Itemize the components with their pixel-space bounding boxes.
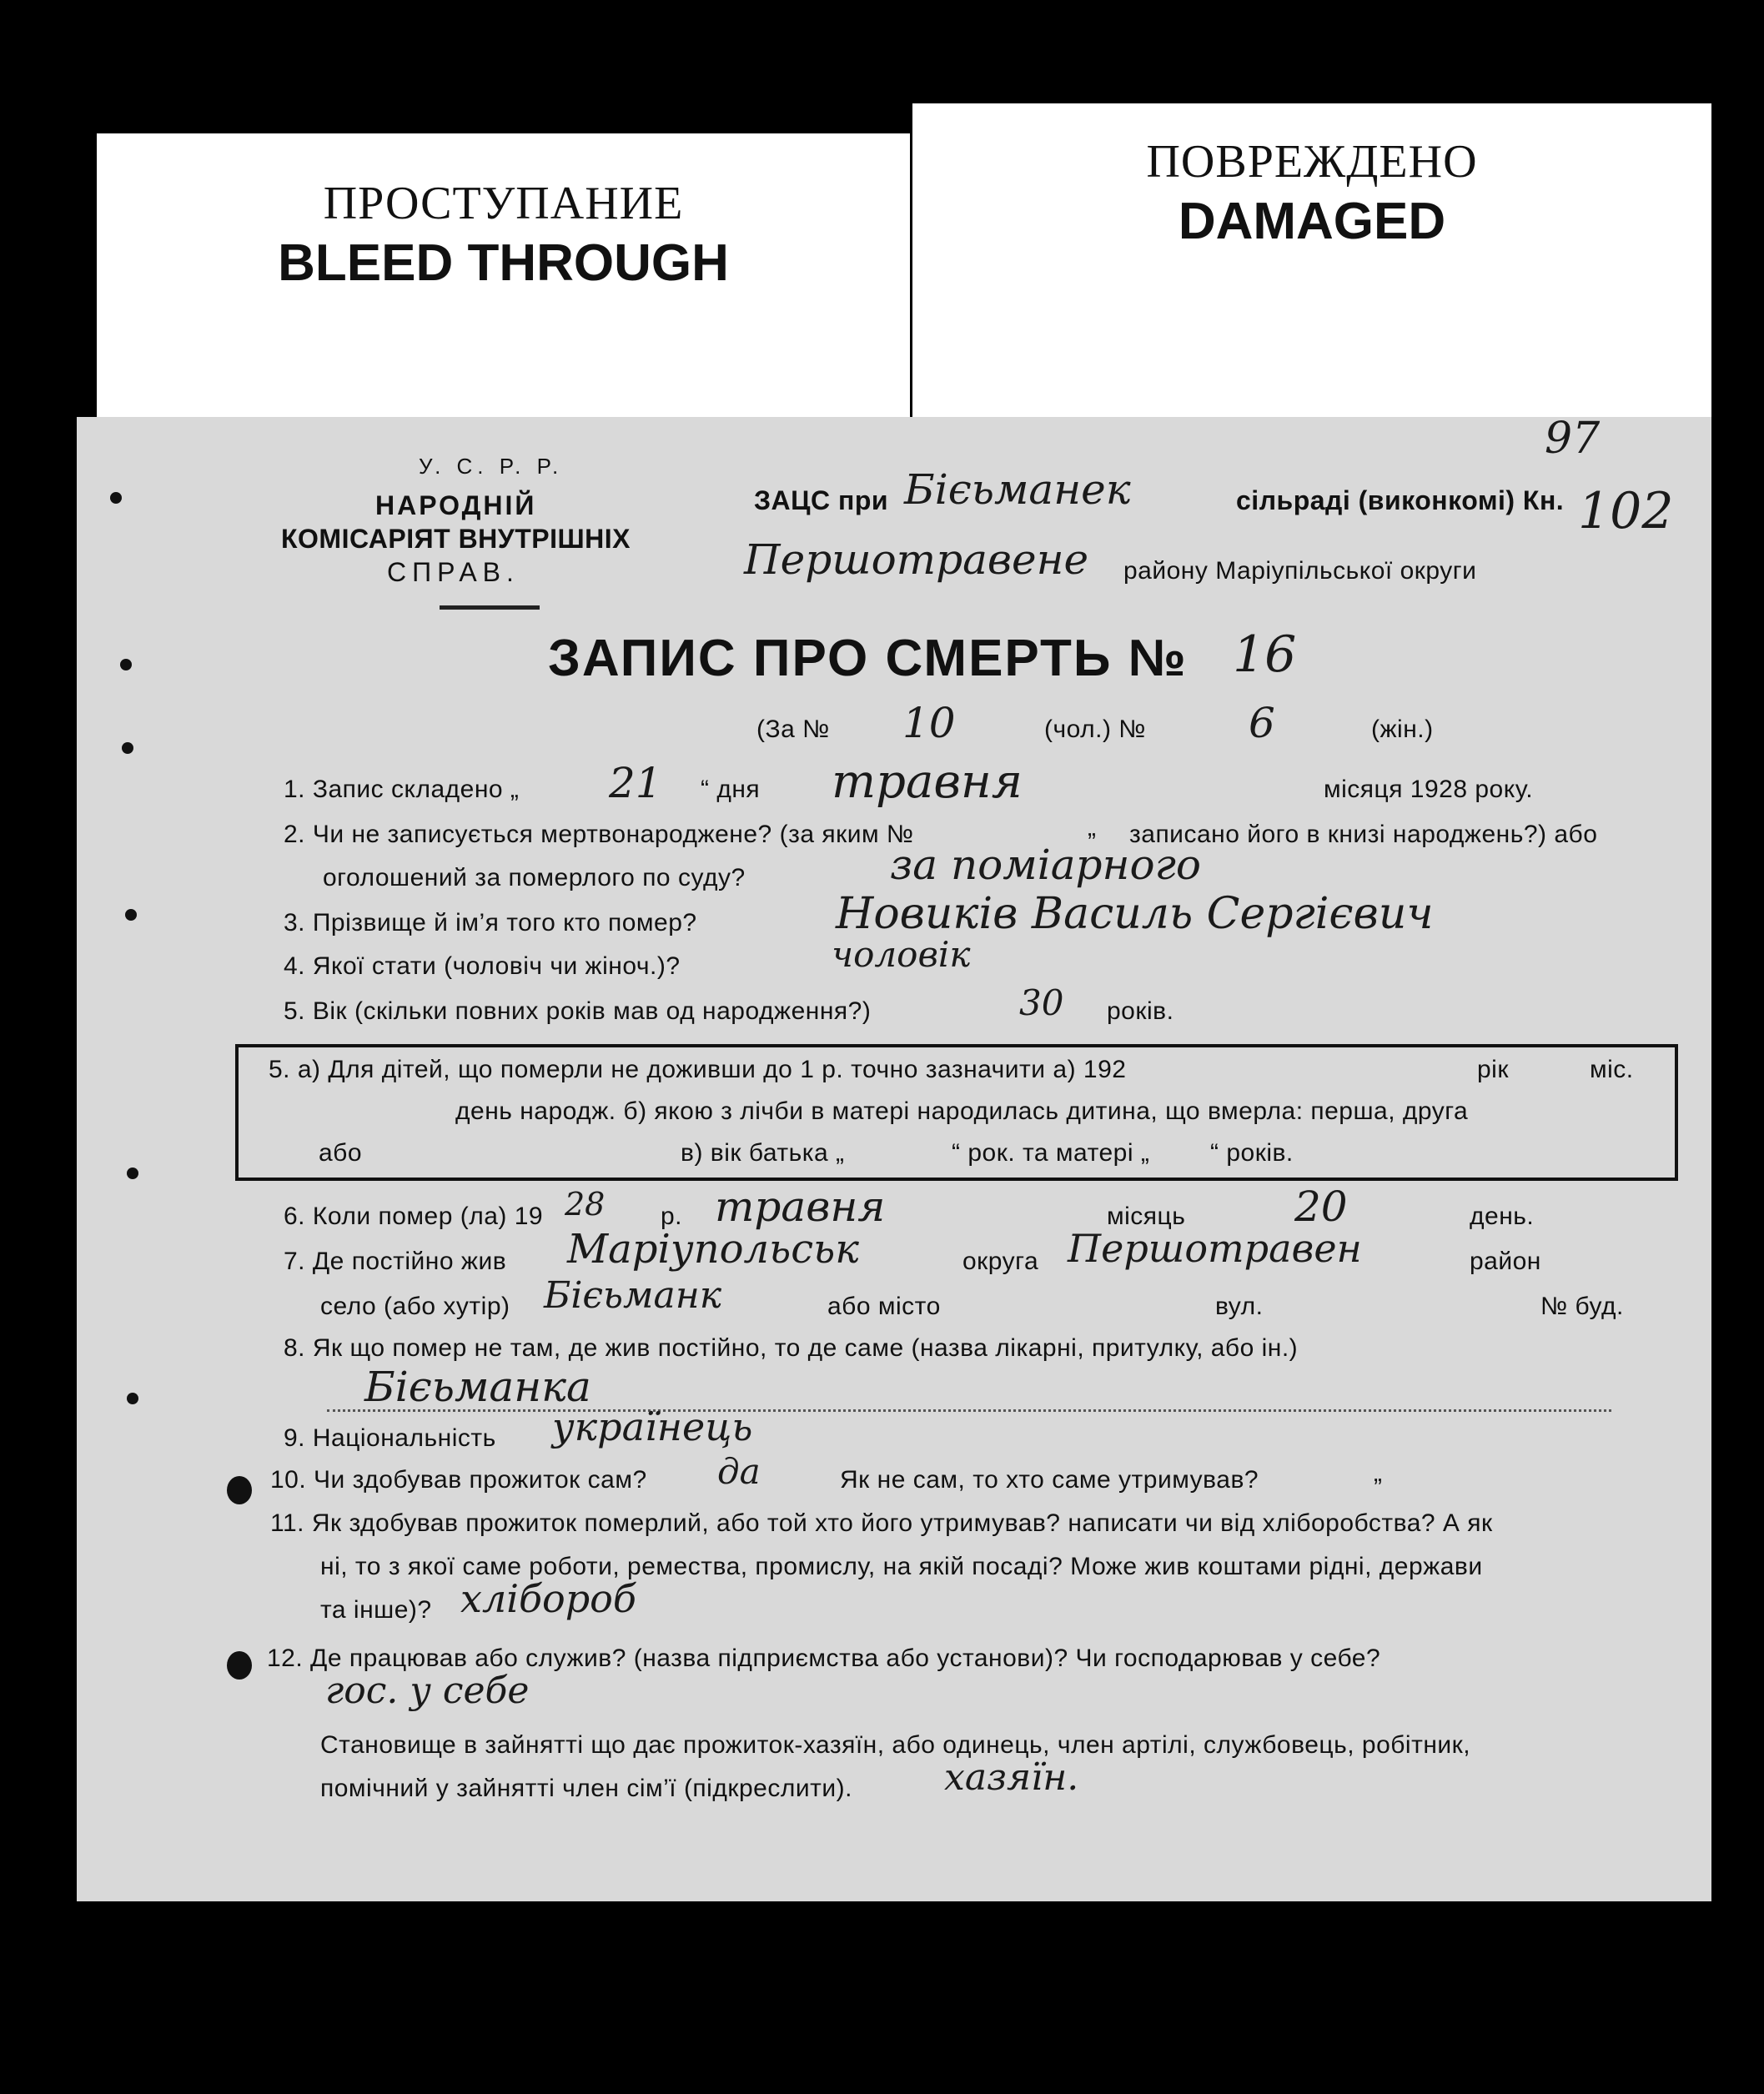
punch-hole [127, 1393, 138, 1404]
field5a-line1: 5. а) Для дітей, що померли не доживши до 1 р. точно зазначити а) 192 [269, 1056, 1127, 1083]
field11-line3: та інше)? [320, 1596, 432, 1624]
field6-r: р. [661, 1203, 683, 1230]
field10-label: 10. Чи здобував прожиток сам? [270, 1466, 647, 1494]
zags-prefix: ЗАЦС при [754, 485, 889, 515]
field6-day: 20 [1294, 1183, 1348, 1231]
punch-hole [122, 742, 133, 754]
field1-day: 21 [609, 759, 662, 807]
book-number: 102 [1578, 482, 1674, 540]
field6-year: 28 [565, 1186, 606, 1223]
field11-line2: ні, то з якої саме роботи, ремества, промислу, на якій посаді? Може жив коштами рідні, держави [320, 1553, 1483, 1580]
zags-village-value: Бієьманек [904, 465, 1131, 514]
damaged-ru: ПОВРЕЖДЕНО [1146, 136, 1478, 188]
field7-vul: вул. [1215, 1293, 1264, 1320]
field2-line2: оголошений за померлого по суду? [323, 864, 746, 891]
child-age-box [235, 1044, 1678, 1181]
field10-value2: „ [1374, 1459, 1383, 1487]
death-record-form [77, 414, 1711, 1901]
field5-end: років. [1107, 997, 1174, 1025]
field7-bud: № буд. [1540, 1293, 1624, 1320]
punch-hole [227, 1651, 252, 1680]
field5-label: 5. Вік (скільки повних років мав од народження?) [284, 997, 872, 1025]
field7-line2: село (або хутір) [320, 1293, 510, 1320]
field12-line2: Становище в зайнятті що дає прожиток-хазяїн, або одинець, член артілі, службовець, робітник, [320, 1731, 1471, 1759]
state-name: У. С. Р. Р. [419, 454, 564, 479]
female-label: (жін.) [1371, 716, 1434, 743]
field7-label: 7. Де постійно жив [284, 1248, 507, 1275]
field3-label: 3. Прізвище й ім’я того кто помер? [284, 909, 697, 937]
district-suffix: району Маріупільської округи [1123, 557, 1477, 585]
field7-rayon: район [1470, 1248, 1541, 1275]
field6-mis: місяць [1107, 1203, 1186, 1230]
male-count: 10 [902, 699, 956, 747]
field4-label: 4. Якої стати (чоловіч чи жіноч.)? [284, 952, 681, 980]
field1-label: 1. Запис складено „ [284, 776, 520, 803]
field11-value: хлібороб [460, 1576, 636, 1621]
field6-label: 6. Коли помер (ла) 19 [284, 1203, 544, 1230]
field6-month: травня [715, 1183, 886, 1231]
punch-hole [127, 1168, 138, 1179]
punch-hole [120, 659, 132, 670]
field2-value: за поміарного [890, 841, 1201, 889]
field5a-rik: рік [1477, 1056, 1509, 1083]
field1-end: місяця 1928 року. [1324, 776, 1534, 803]
field7-rayon-value: Першотравен [1068, 1226, 1362, 1271]
punch-hole [227, 1476, 252, 1504]
field4-value: чоловік [832, 934, 971, 975]
bleed-through-card [97, 133, 910, 434]
field3-value: Новиків Василь Сергієвич [836, 889, 1434, 939]
record-title: ЗАПИС ПРО СМЕРТЬ № [548, 630, 1188, 687]
field10-mid: Як не сам, то хто саме утримував? [840, 1466, 1259, 1494]
field5a-mis: міс. [1590, 1056, 1634, 1083]
punch-hole [125, 909, 137, 921]
female-count: 6 [1249, 699, 1275, 747]
punch-hole [110, 492, 122, 504]
male-label: (чол.) № [1044, 716, 1146, 743]
field7-okruha: округа [962, 1248, 1039, 1275]
field6-den: день. [1470, 1203, 1535, 1230]
field8-label: 8. Як що помер не там, де жив постійно, то де саме (назва лікарні, притулку, або ін.) [284, 1334, 1299, 1362]
field9-label: 9. Національність [284, 1424, 496, 1452]
bleed-through-ru: ПРОСТУПАНИЕ [323, 178, 684, 229]
field5a-line3d: “ років. [1210, 1139, 1294, 1167]
field12-line3: помічний у зайнятті член сім’ї (підкреслити). [320, 1775, 852, 1802]
zags-suffix: сільраді (виконкомі) Кн. [1236, 485, 1565, 515]
corner-note: 97 [1545, 414, 1601, 464]
count-prefix: (За № [756, 716, 830, 743]
field5a-line3a: або [319, 1139, 363, 1167]
district-value: Першотравене [744, 535, 1089, 584]
damaged-en: DAMAGED [1178, 193, 1446, 250]
field2-line1: 2. Чи не записується мертвонароджене? (за яким № [284, 821, 914, 848]
field5a-line3c: “ рок. та матері „ [952, 1139, 1150, 1167]
field2-line1-end: записано його в книзі народжень?) або [1129, 821, 1598, 848]
field8-value: Бієьманка [364, 1363, 591, 1411]
field8-dots [327, 1409, 1611, 1412]
field12-value: гос. у себе [325, 1670, 530, 1712]
field10-value: да [717, 1451, 761, 1492]
field2-mark: „ [1088, 814, 1097, 841]
field7-city: Маріупольськ [567, 1226, 859, 1273]
ministry-line2: КОМІСАРІЯТ ВНУТРІШНІХ [281, 524, 631, 554]
field7-misto: або місто [827, 1293, 941, 1320]
field11-line1: 11. Як здобував прожиток померлий, або той хто його утримував? написати чи від хліборобства? А як [270, 1509, 1493, 1537]
record-number: 16 [1233, 625, 1297, 684]
ministry-line3: СПРАВ. [387, 557, 520, 587]
field12-line1: 12. Де працював або служив? (назва підприємства або установи)? Чи господарював у себе? [267, 1645, 1381, 1672]
field1-month: травня [832, 755, 1023, 809]
field9-value: українець [552, 1404, 753, 1449]
field1-mid: “ дня [701, 776, 761, 803]
field5a-line3b: в) вік батька „ [681, 1139, 845, 1167]
field5-value: 30 [1019, 982, 1064, 1023]
damaged-card [912, 103, 1711, 430]
field7-selo: Бієьманк [544, 1274, 721, 1317]
header-divider [440, 605, 540, 610]
field12-value2: хазяїн. [944, 1756, 1079, 1799]
bleed-through-en: BLEED THROUGH [278, 234, 729, 292]
ministry-line1: НАРОДНІЙ [375, 490, 537, 520]
field5a-line2: день народж. б) якою з лічби в матері народилась дитина, що вмерла: перша, друга [455, 1097, 1469, 1125]
